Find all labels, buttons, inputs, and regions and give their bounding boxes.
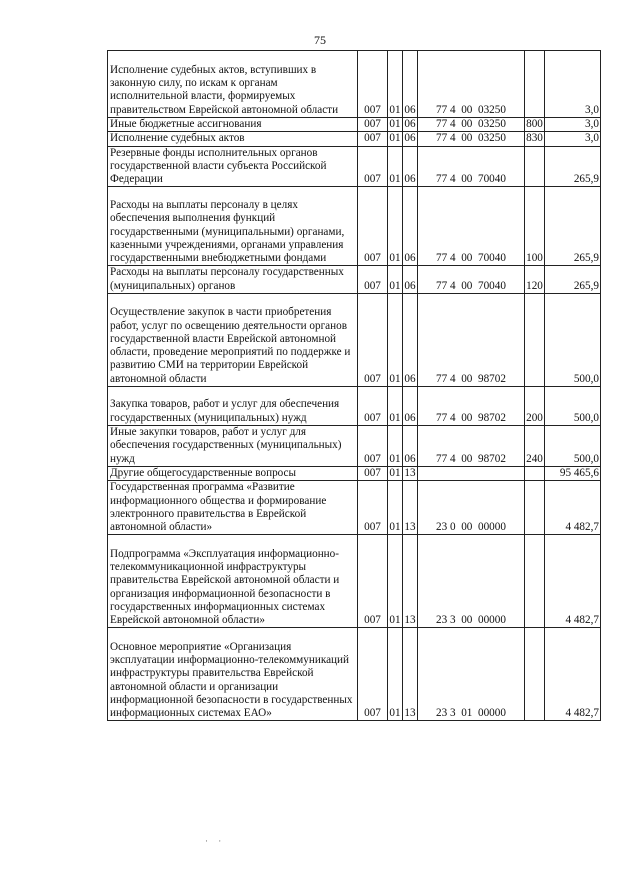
row-name: Иные бюджетные ассигнования	[108, 118, 358, 132]
row-csr: 77 4 00 70040	[418, 146, 525, 187]
row-sum: 500,0	[545, 426, 601, 467]
row-csr: 23 0 00 00000	[418, 481, 525, 535]
table-row	[108, 294, 601, 387]
table-row	[108, 146, 601, 187]
row-name: Расходы на выплаты персоналу в целях обеспечения выполнения функций государственными (муниципальными) органами, казенными учреждениями, органами управления государственными внебюджетными фондами	[108, 187, 358, 266]
row-name: Закупка товаров, работ и услуг для обеспечения государственных (муниципальных) нужд	[108, 387, 358, 426]
table-row	[108, 387, 601, 426]
row-sum: 3,0	[545, 118, 601, 132]
row-sum: 4 482,7	[545, 481, 601, 535]
table-row	[108, 51, 601, 118]
row-vr	[525, 146, 545, 187]
row-pr: 06	[403, 266, 418, 294]
row-rz: 01	[388, 481, 403, 535]
row-csr: 23 3 00 00000	[418, 535, 525, 628]
page-number: 75	[314, 33, 326, 47]
row-gr: 007	[358, 466, 388, 480]
table-row	[108, 466, 601, 480]
row-gr: 007	[358, 118, 388, 132]
row-gr: 007	[358, 481, 388, 535]
row-vr: 830	[526, 132, 543, 145]
row-rz: 01	[388, 51, 403, 118]
row-pr: 06	[403, 426, 418, 467]
row-csr: 77 4 00 98702	[418, 294, 525, 387]
row-csr: 77 4 00 03250	[418, 132, 525, 146]
row-gr: 007	[358, 387, 388, 426]
row-sum: 3,0	[545, 51, 601, 118]
row-vr	[525, 466, 545, 480]
row-rz: 01	[389, 466, 401, 479]
row-vr: 200	[525, 387, 545, 426]
table-row	[108, 628, 601, 721]
row-vr: 800	[526, 118, 543, 130]
row-vr	[525, 51, 545, 118]
row-vr: 120	[525, 266, 545, 294]
row-rz: 01	[388, 146, 403, 187]
table-row	[108, 266, 601, 294]
row-pr: 13	[404, 466, 416, 479]
row-csr: 77 4 00 98702	[418, 426, 525, 467]
row-name: Осуществление закупок в части приобретения работ, услуг по освещению деятельности органов государственной власти Еврейской автономной области, проведение мероприятий по поддержке и развитию СМИ на территории Еврейской автономной области	[108, 294, 358, 387]
row-vr	[525, 481, 545, 535]
table-row	[108, 426, 601, 467]
row-sum: 265,9	[545, 187, 601, 266]
row-csr: 77 4 00 70040	[418, 266, 525, 294]
row-name: Основное мероприятие «Организация эксплуатации информационно-телекоммуникаций инфраструктуры правительства Еврейской автономной области и организации информационной безопасности в государственных информационных системах ЕАО»	[108, 628, 358, 721]
table-row	[108, 187, 601, 266]
row-sum: 3,0	[545, 132, 601, 146]
row-rz: 01	[388, 628, 403, 721]
row-rz: 01	[388, 187, 403, 266]
row-gr: 007	[358, 628, 388, 721]
row-rz: 01	[389, 118, 401, 130]
scan-specks: · ·	[205, 836, 226, 846]
row-sum: 265,9	[545, 146, 601, 187]
row-gr: 007	[358, 535, 388, 628]
row-name: Расходы на выплаты персоналу государственных (муниципальных) органов	[108, 266, 358, 294]
row-name: Иные закупки товаров, работ и услуг для обеспечения государственных (муниципальных) нужд	[108, 426, 358, 467]
row-pr: 06	[403, 294, 418, 387]
row-sum: 4 482,7	[545, 628, 601, 721]
row-gr: 007	[358, 132, 388, 146]
row-pr: 13	[403, 535, 418, 628]
row-pr: 06	[403, 51, 418, 118]
row-pr: 06	[403, 146, 418, 187]
row-name: Другие общегосударственные вопросы	[108, 466, 358, 480]
row-rz: 01	[388, 266, 403, 294]
row-rz: 01	[388, 294, 403, 387]
row-pr: 06	[403, 187, 418, 266]
table-row	[108, 118, 601, 132]
row-csr: 77 4 00 70040	[418, 187, 525, 266]
row-sum: 4 482,7	[545, 535, 601, 628]
row-csr: 77 4 00 03250	[418, 118, 525, 132]
row-gr: 007	[358, 294, 388, 387]
row-gr: 007	[358, 187, 388, 266]
row-csr: 23 3 01 00000	[418, 628, 525, 721]
row-csr: 77 4 00 98702	[418, 387, 525, 426]
row-sum: 95 465,6	[545, 466, 601, 480]
row-gr: 007	[358, 426, 388, 467]
row-vr: 240	[525, 426, 545, 467]
row-rz: 01	[388, 535, 403, 628]
row-csr: 77 4 00 03250	[418, 51, 525, 118]
row-vr	[525, 294, 545, 387]
row-sum: 265,9	[545, 266, 601, 294]
table-row	[108, 481, 601, 535]
row-sum: 500,0	[545, 294, 601, 387]
row-sum: 500,0	[545, 387, 601, 426]
row-pr: 13	[403, 628, 418, 721]
row-vr	[525, 628, 545, 721]
row-name: Резервные фонды исполнительных органов государственной власти субъекта Российской Федерации	[108, 146, 358, 187]
row-pr: 13	[403, 481, 418, 535]
row-gr: 007	[358, 146, 388, 187]
row-gr: 007	[358, 51, 388, 118]
row-csr	[418, 466, 525, 480]
budget-table	[107, 50, 601, 721]
row-name: Исполнение судебных актов, вступивших в законную силу, по искам к органам исполнительной власти, формируемых правительством Еврейской автономной области	[108, 51, 358, 118]
row-name: Подпрограмма «Эксплуатация информационно-телекоммуникационной инфраструктуры правительства Еврейской автономной области и организация информационной безопасности в государственных информационных системах Еврейской автономной области»	[108, 535, 358, 628]
row-rz: 01	[389, 132, 401, 145]
row-pr: 06	[404, 118, 416, 130]
row-pr: 06	[404, 132, 416, 145]
table-row	[108, 535, 601, 628]
row-rz: 01	[388, 387, 403, 426]
row-pr: 06	[403, 387, 418, 426]
table-row	[108, 132, 601, 146]
row-vr	[525, 535, 545, 628]
row-name: Исполнение судебных актов	[108, 132, 358, 146]
row-name: Государственная программа «Развитие информационного общества и формирование электронного правительства в Еврейской автономной области»	[108, 481, 358, 535]
row-rz: 01	[388, 426, 403, 467]
row-vr: 100	[525, 187, 545, 266]
row-gr: 007	[358, 266, 388, 294]
